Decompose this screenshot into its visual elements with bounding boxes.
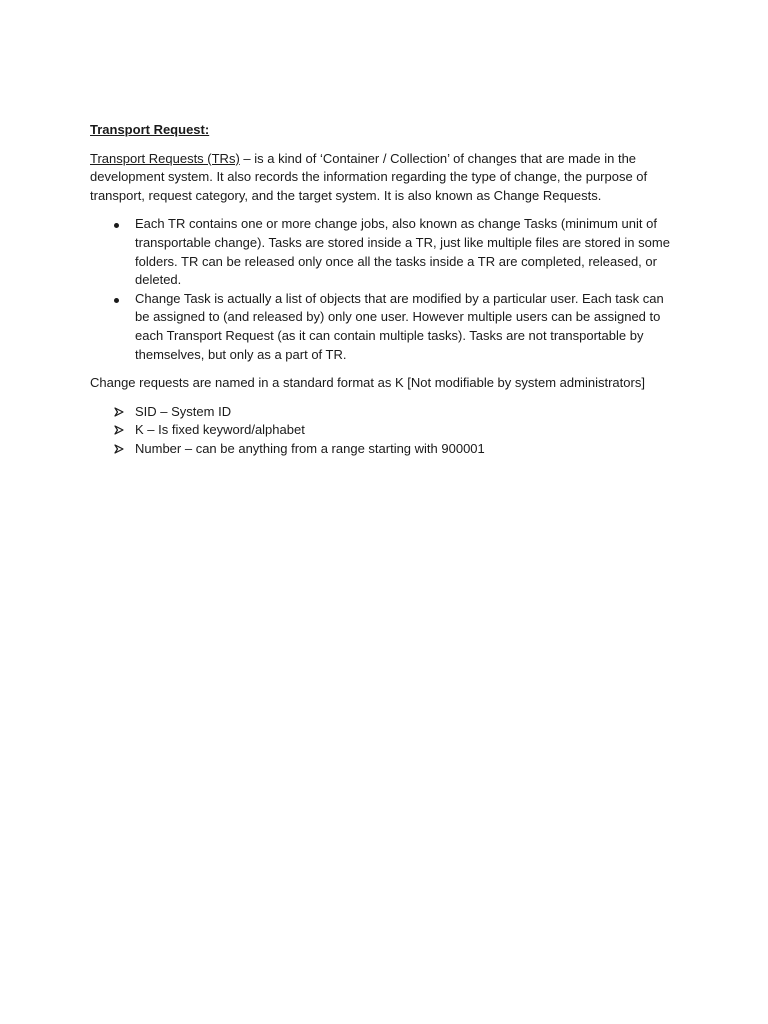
list-item-text: SID – System ID bbox=[135, 403, 232, 419]
bullet-icon bbox=[114, 215, 126, 234]
arrowhead-bullet-icon bbox=[114, 403, 126, 417]
list-item bbox=[90, 215, 680, 289]
list-item bbox=[90, 440, 680, 459]
list-item bbox=[90, 290, 680, 364]
bullet-icon bbox=[114, 290, 126, 309]
arrow-list bbox=[90, 403, 680, 459]
list-item-text: Change Task is actually a list of objects that are modified by a particular user. Each task can be assigned to (and released by) only one user. However multiple users can be assigned to each Transport Request (as it can contain multiple tasks). Tasks are not transportable by themselves, but only as a part of TR. bbox=[135, 290, 664, 362]
intro-text: – is a kind of ‘Container / Collection’ of changes that are made in the development system. It also records the information regarding the type of change, the purpose of transport, request category, and the target system. It is also known as Change Requests. bbox=[90, 150, 648, 203]
list-item bbox=[90, 403, 680, 422]
bullet-list bbox=[90, 215, 680, 364]
arrowhead-bullet-icon bbox=[114, 440, 126, 454]
list-item bbox=[90, 421, 680, 440]
intro-term: Transport Requests (TRs) bbox=[90, 150, 240, 166]
intro-paragraph bbox=[90, 150, 680, 206]
section-heading: Transport Request: bbox=[90, 122, 210, 137]
list-item-text: K – Is fixed keyword/alphabet bbox=[135, 422, 305, 438]
list-item-text: Number – can be anything from a range starting with 900001 bbox=[135, 440, 485, 456]
document-content bbox=[90, 121, 680, 469]
list-item-text: Each TR contains one or more change jobs, also known as change Tasks (minimum unit of transportable change). Tasks are stored inside a TR, just like multiple files are stored in some folders. TR can be released only once all the tasks inside a TR are completed, released, or deleted. bbox=[135, 216, 670, 288]
arrowhead-bullet-icon bbox=[114, 421, 126, 435]
naming-paragraph: Change requests are named in a standard format as K [Not modifiable by system administrators] bbox=[90, 375, 645, 391]
